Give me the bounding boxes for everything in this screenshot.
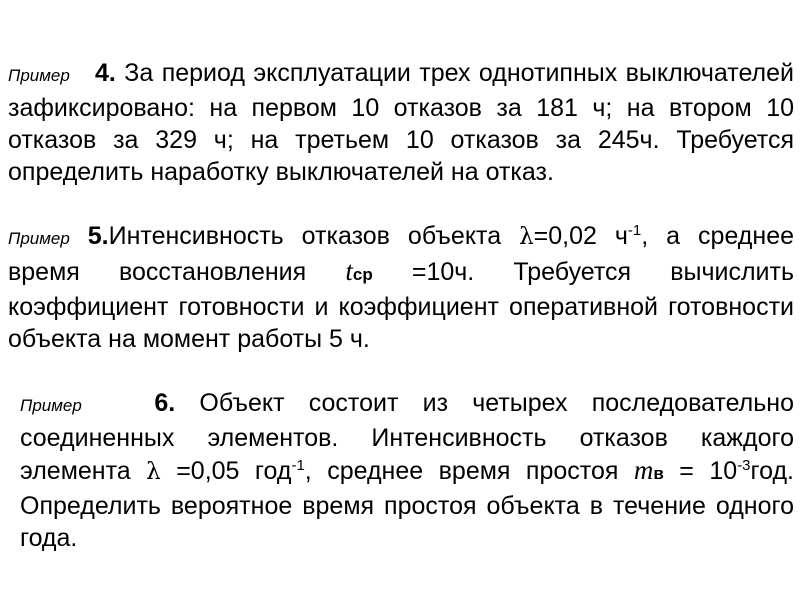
example-4-text: За период эксплуатации трех однотипных выключателей зафиксировано: на первом 10 отказов за 181 ч; на втором 10 отказов за 329 ч; на третьем 10 отказов за 245ч. Требуется определить наработку выключателей на отказ. [8, 59, 794, 186]
example-5-text-d: =10ч. Требуется вычислить коэффициент готовности и коэффициент оперативной готовности объекта на момент работы 5 ч. [8, 258, 794, 353]
example-5-text-c: , а среднее время восстановления [8, 222, 794, 286]
example-5-text-a: Интенсивность отказов объекта [108, 222, 520, 250]
m-variable: m [633, 455, 654, 485]
example-6-paragraph [8, 387, 794, 554]
example-6-exponent-2: -3 [737, 457, 751, 474]
example-4-paragraph [8, 57, 794, 188]
example-6-lead: Пример [20, 396, 82, 415]
example-6-text-c: , среднее время простоя [304, 457, 634, 485]
example-6-exponent-1: -1 [291, 457, 305, 474]
example-5-text-b: =0,02 ч [533, 222, 628, 250]
m-subscript: в [653, 464, 664, 483]
example-6-text-d: = 10 [663, 457, 738, 485]
example-6-text-b: =0,05 год [160, 457, 292, 485]
example-5-lead: Пример [8, 229, 70, 248]
example-5-exponent: -1 [627, 222, 642, 239]
document-page [8, 57, 794, 554]
t-variable: t [345, 256, 353, 286]
example-4-lead: Пример [8, 66, 70, 85]
example-5-paragraph [8, 220, 794, 355]
example-5-number: 5. [87, 222, 109, 250]
example-6-text-e: год. Определить вероятное время простоя объекта в течение одного года. [20, 457, 794, 552]
t-subscript: ср [352, 265, 373, 284]
example-6-text-a: Объект состоит из четырех последовательно соединенных элементов. Интенсивность отказов каждого элемента [20, 389, 794, 485]
example-6-number: 6. [154, 389, 176, 417]
lambda-symbol: λ [519, 224, 534, 250]
lambda-symbol: λ [146, 459, 161, 485]
example-4-number: 4. [95, 59, 116, 87]
